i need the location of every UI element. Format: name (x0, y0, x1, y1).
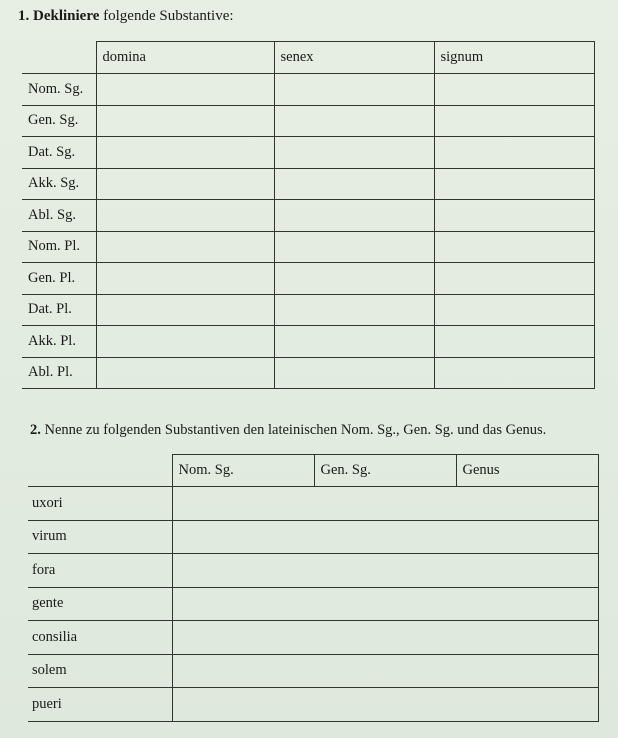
column-header-signum: signum (434, 42, 594, 74)
column-header-senex: senex (274, 42, 434, 74)
answer-cell[interactable] (434, 74, 594, 106)
answer-cell[interactable] (274, 263, 434, 295)
answer-cell[interactable] (96, 105, 274, 137)
case-label: Akk. Pl. (22, 326, 96, 358)
answer-cell[interactable] (274, 326, 434, 358)
table-row (22, 263, 594, 295)
column-header-genus: Genus (456, 455, 598, 487)
answer-cell[interactable] (96, 137, 274, 169)
answer-cell[interactable] (274, 231, 434, 263)
answer-cell[interactable] (274, 294, 434, 326)
case-label: Dat. Pl. (22, 294, 96, 326)
table-row (22, 137, 594, 169)
noun-label: solem (28, 654, 172, 688)
task2-number: 2. (30, 422, 41, 438)
task2-heading (30, 422, 546, 439)
column-header-gen-sg: Gen. Sg. (314, 455, 456, 487)
task1-heading (18, 8, 234, 25)
table-row (28, 621, 598, 655)
case-label: Abl. Pl. (22, 357, 96, 389)
answer-cell[interactable] (96, 231, 274, 263)
table-row (22, 294, 594, 326)
noun-label: pueri (28, 688, 172, 722)
table-row (28, 520, 598, 554)
column-header-domina: domina (96, 42, 274, 74)
answer-cell[interactable] (434, 231, 594, 263)
answer-cell[interactable] (274, 357, 434, 389)
noun-label: uxori (28, 487, 172, 521)
case-label: Nom. Sg. (22, 74, 96, 106)
task1-verb: Dekliniere (33, 8, 100, 24)
table-row (22, 200, 594, 232)
case-label: Abl. Sg. (22, 200, 96, 232)
answer-cell[interactable] (172, 688, 598, 722)
answer-cell[interactable] (434, 200, 594, 232)
table-row (22, 74, 594, 106)
answer-cell[interactable] (434, 294, 594, 326)
table-row (28, 487, 598, 521)
case-label: Dat. Sg. (22, 137, 96, 169)
task2-instruction: Nenne zu folgenden Substantiven den lateinischen Nom. Sg., Gen. Sg. und das Genus. (44, 422, 547, 438)
noun-form-table (28, 454, 599, 722)
declension-header-row (22, 42, 594, 74)
task1-instruction: folgende Substantive: (103, 8, 234, 24)
table-row (22, 357, 594, 389)
answer-cell[interactable] (96, 326, 274, 358)
answer-cell[interactable] (96, 263, 274, 295)
case-label: Gen. Sg. (22, 105, 96, 137)
noun-label: consilia (28, 621, 172, 655)
answer-cell[interactable] (274, 200, 434, 232)
answer-cell[interactable] (172, 520, 598, 554)
answer-cell[interactable] (434, 137, 594, 169)
answer-cell[interactable] (96, 200, 274, 232)
table-row (22, 231, 594, 263)
answer-cell[interactable] (434, 357, 594, 389)
answer-cell[interactable] (172, 587, 598, 621)
noun-label: gente (28, 587, 172, 621)
noun-label: virum (28, 520, 172, 554)
answer-cell[interactable] (274, 137, 434, 169)
answer-cell[interactable] (434, 263, 594, 295)
case-label: Gen. Pl. (22, 263, 96, 295)
noun-label: fora (28, 554, 172, 588)
answer-cell[interactable] (274, 74, 434, 106)
answer-cell[interactable] (172, 487, 598, 521)
answer-cell[interactable] (434, 105, 594, 137)
table-row (28, 587, 598, 621)
answer-cell[interactable] (172, 554, 598, 588)
declension-table (22, 41, 595, 389)
answer-cell[interactable] (96, 168, 274, 200)
table-row (22, 168, 594, 200)
case-label: Nom. Pl. (22, 231, 96, 263)
table-row (28, 654, 598, 688)
answer-cell[interactable] (96, 294, 274, 326)
header-corner (28, 455, 172, 487)
answer-cell[interactable] (274, 168, 434, 200)
answer-cell[interactable] (274, 105, 434, 137)
answer-cell[interactable] (434, 168, 594, 200)
noun-form-header-row (28, 455, 598, 487)
answer-cell[interactable] (96, 74, 274, 106)
task1-number: 1. (18, 8, 30, 24)
table-row (28, 688, 598, 722)
case-label: Akk. Sg. (22, 168, 96, 200)
answer-cell[interactable] (172, 654, 598, 688)
answer-cell[interactable] (172, 621, 598, 655)
table-row (22, 105, 594, 137)
header-corner (22, 42, 96, 74)
answer-cell[interactable] (434, 326, 594, 358)
table-row (22, 326, 594, 358)
column-header-nom-sg: Nom. Sg. (172, 455, 314, 487)
answer-cell[interactable] (96, 357, 274, 389)
table-row (28, 554, 598, 588)
